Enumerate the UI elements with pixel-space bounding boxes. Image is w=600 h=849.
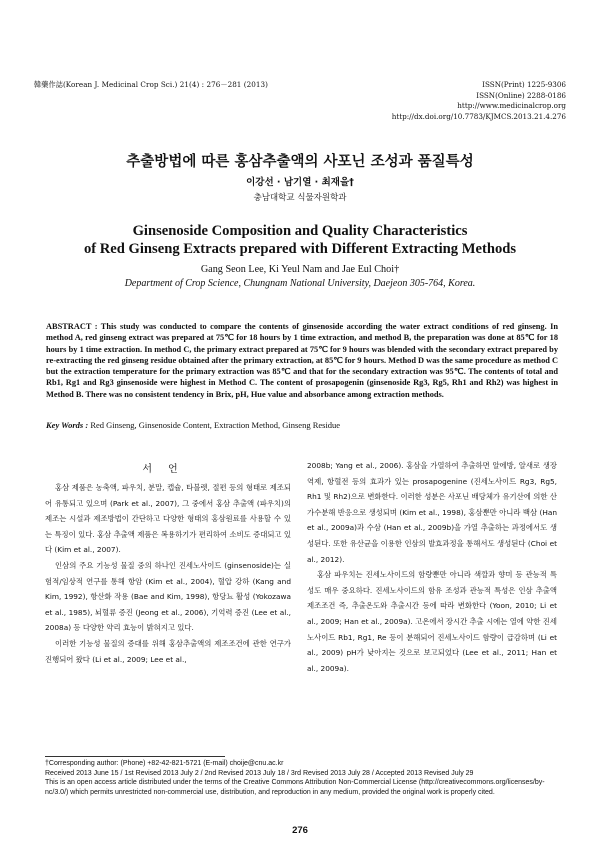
authors-english: Gang Seon Lee, Ki Yeul Nam and Jae Eul Choi† <box>200 264 400 275</box>
title-korean: 추출방법에 따른 홍삼추출액의 사포닌 조성과 품질특성 <box>126 154 474 170</box>
keywords-text: Red Ginseng, Ginsenoside Content, Extraction Method, Ginseng Residue <box>90 420 341 430</box>
abstract: ABSTRACT : This study was conducted to compare the contents of ginsenoside according the water extract conditions of red ginseng. In method A, red ginseng extract was prepared at 75℃ for 18 hours by 1 time extraction, and method B, the preparation was done at 85℃ for 18 hours by 1 time extraction. In method C, the primary extract prepared at 75℃ for 9 hours was blended with the secondary extract prepared by re-extracting the red ginseng residue obtained after the primary extraction, at 85℃ for 9 hours. Method D was the same procedure as method C but the extraction temperature for the primary extraction was 85℃ and that for the secondary extraction was 95℃. The contents of total and Rb1, Rg1 and Rg3 ginsenoside were highest in Method C. The content of prosapogenin (ginsenoside Rg3, Rg5, Rh1 and Rh2) was highest in Method B. There was no consistent tendency in Brix, pH, Hue value and absorbance among extraction methods. <box>46 322 558 399</box>
keywords-label: Key Words : <box>46 420 89 430</box>
affiliation-english: Department of Crop Science, Chungnam National University, Daejeon 305-764, Korea. <box>124 278 476 289</box>
title-english-line-2: of Red Ginseng Extracts prepared with Different Extracting Methods <box>83 241 517 257</box>
right-column <box>307 458 557 676</box>
paragraph: 홍삼 파우치는 진세노사이드의 함량뿐만 아니라 색깔과 향미 등 관능적 특성도 매우 중요하다. 진세노사이드의 함유 조성과 관능적 특성은 인삼 추출액 제조조건 즉, 추출온도와 추출시간 등에 따라 변화한다 (Yoon, 2010; Li et al., 2009; Han et al., 2009a). 고온에서 장시간 추출 시에는 열에 약한 진세노사이드 Rb1, Rg1, Re 등이 분해되어 진세노사이드 함량이 급감하며 (Li et al., 2009) pH가 낮아지는 것으로 보고되었다 (Lee et al., 2011; Han et al., 2009a). <box>307 570 557 673</box>
affiliation-korean: 충남대학교 식물자원학과 <box>253 193 347 203</box>
paragraph: 홍삼 제품은 농축액, 파우치, 분말, 캡슐, 타블렛, 절편 등의 형태로 제조되어 유통되고 있으며 (Park et al., 2007), 그 중에서 홍삼 추출액 (파우치)의 제조는 시설과 제조방법이 간단하고 다양한 형태의 홍삼원료를 사용할 수 있는 특징이 있다. 홍삼 추출액 제품은 복용하기가 편리하여 소비도 증대되고 있다 (Kim et al., 2007). <box>45 483 291 555</box>
footnote-divider <box>45 756 225 757</box>
license-text: This is an open access article distributed under the terms of the Creative Commons Attribution Non-Commercial License (http://creativecommons.org/licenses/by-nc/3.0/) which permits unrestricted non-commercial use, distribution, and reproduction in any medium, provided the original work is properly cited. <box>45 779 545 796</box>
title-english-line-1: Ginsenoside Composition and Quality Characteristics <box>132 223 468 239</box>
doi-link[interactable]: http://dx.doi.org/10.7783/KJMCS.2013.21.4.276 <box>391 111 566 121</box>
page-number: 276 <box>292 825 308 836</box>
received-dates: Received 2013 June 15 / 1st Revised 2013 July 2 / 2nd Revised 2013 July 18 / 3rd Revised 2013 July 28 / Accepted 2013 Revised July 29 <box>45 769 474 777</box>
journal-url[interactable]: http://www.medicinalcrop.org <box>457 101 566 111</box>
footnote <box>45 759 560 797</box>
paragraph: 인삼의 주요 기능성 물질 중의 하나인 진세노사이드 (ginsenoside)는 실험적/임상적 연구를 통해 항암 (Kim et al., 2004), 혈압 강하 (Kang and Kim, 1992), 항산화 작용 (Bae and Kim, 1998), 항당뇨 활성 (Yokozawa et al., 1985), 뇌혈류 증진 (Jeong et al., 2006), 기억력 증진 (Lee et al., 2008a) 등 다양한 약리 효능이 밝혀지고 있다. <box>45 560 291 633</box>
authors-korean: 이강선 · 남기열 · 최재을† <box>246 177 354 188</box>
section-heading-introduction: 서언 <box>142 464 194 475</box>
corresponding-author: †Corresponding author: (Phone) +82-42-821-5721 (E-mail) choije@cnu.ac.kr <box>45 760 284 767</box>
title-english <box>0 222 600 258</box>
issn-print: ISSN(Print) 1225-9306 <box>482 80 566 89</box>
journal-citation: 韓藥作誌(Korean J. Medicinal Crop Sci.) 21(4) : 276－281 (2013) <box>34 80 268 89</box>
keywords <box>46 420 558 430</box>
paragraph: 2008b; Yang et al., 2006). 홍삼을 가열하여 추출하면 알에방, 알새로 생장역제, 항혈전 등의 효과가 있는 prosapogenine (진세노사이드 Rg3, Rg5, Rh1 및 Rh2)으로 변화한다. 이러한 성분은 사포닌 배당체가 유기산에 의한 산 가수분해 반응으로 생성되며 (Kim et al., 1998), 홍삼뿐만 아니라 백삼 (Han et al., 2009a)과 수삼 (Han et al., 2009b)을 가열 추출하는 과정에서도 생성된다. 또한 유산균을 이용한 인삼의 발효과정을 통해서도 생성된다 (Choi et al., 2012). <box>307 461 557 564</box>
journal-identifiers <box>326 80 566 122</box>
left-column <box>45 480 291 667</box>
paragraph: 이러한 기능성 물질의 증대를 위해 홍삼추출액의 제조조건에 관한 연구가 진행되어 왔다 (Li et al., 2009; Lee et al., <box>45 638 291 664</box>
issn-online: ISSN(Online) 2288-0186 <box>476 90 566 100</box>
